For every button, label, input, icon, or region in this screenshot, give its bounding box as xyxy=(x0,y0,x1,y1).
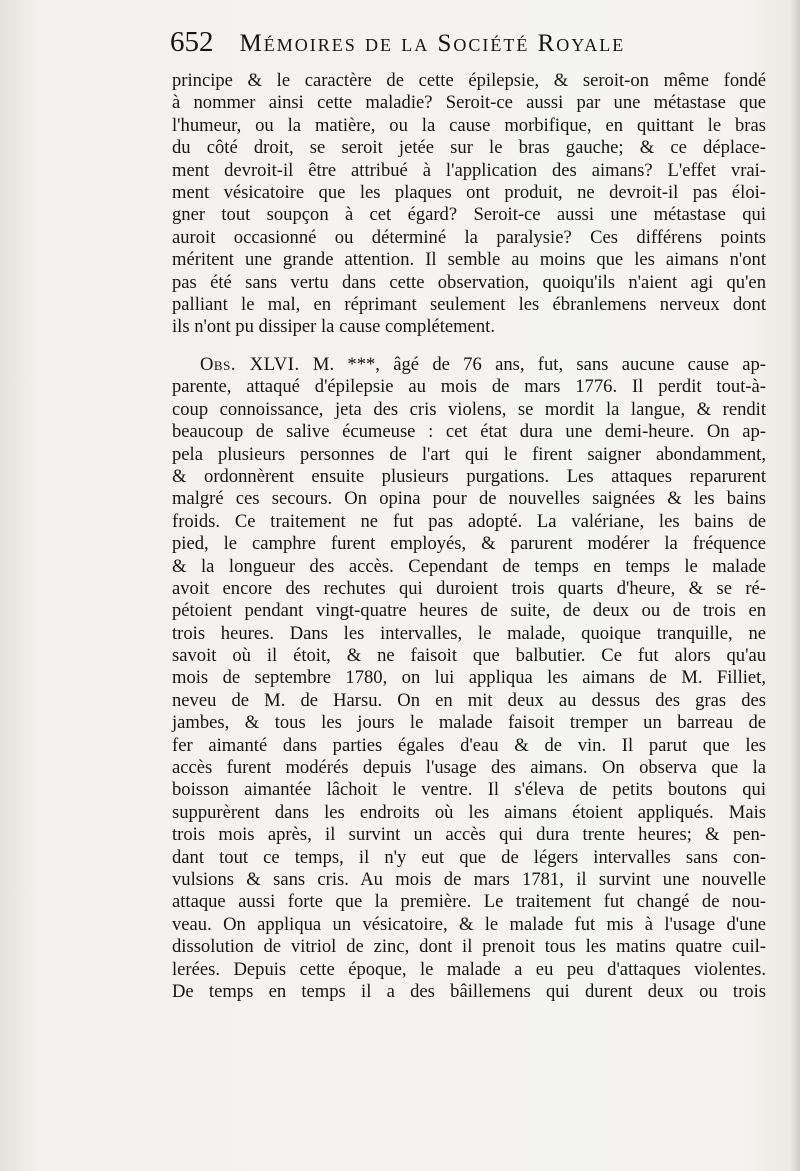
text-line: avoit encore des rechutes qui duroient trois quarts d'heure, & se ré- xyxy=(172,577,766,599)
text-line: auroit occasionné ou déterminé la paralysie? Ces différens points xyxy=(172,226,766,248)
page-number: 652 xyxy=(170,26,214,58)
text-line: boisson aimantée lâchoit le ventre. Il s'éleva de petits boutons qui xyxy=(172,779,766,801)
paragraph-continued xyxy=(172,70,766,339)
text-line: accès furent modérés depuis l'usage des aimans. On observa que la xyxy=(172,757,766,779)
text-line: suppurèrent dans les endroits où les aimans étoient appliqués. Mais xyxy=(172,801,766,823)
text-line: coup connoissance, jeta des cris violens, se mordit la langue, & rendit xyxy=(172,398,766,420)
text-line: pied, le camphre furent employés, & parurent modérer la fréquence xyxy=(172,533,766,555)
text-line: à nommer ainsi cette maladie? Seroit-ce aussi par une métastase que xyxy=(172,92,766,114)
observation-first-line-text: M. ***, âgé de 76 ans, fut, sans aucune cause ap- xyxy=(312,354,766,375)
running-head: Mémoires de la Société Royale xyxy=(239,30,626,57)
text-line: pela plusieurs personnes de l'art qui le firent saigner abondamment, xyxy=(172,443,766,465)
text-line: parente, attaqué d'épilepsie au mois de mars 1776. Il perdit tout-à- xyxy=(172,376,766,398)
text-line: dant tout ce temps, il n'y eut que de légers intervalles sans con- xyxy=(172,846,766,868)
text-line: jambes, & tous les jours le malade faisoit tremper un barreau de xyxy=(172,712,766,734)
text-line: méritent une grande attention. Il semble au moins que les aimans n'ont xyxy=(172,249,766,271)
text-line: principe & le caractère de cette épilepsie, & seroit-on même fondé xyxy=(172,70,766,91)
text-line: neveu de M. de Harsu. On en mit deux au dessus des gras des xyxy=(172,689,766,711)
text-line: & ordonnèrent ensuite plusieurs purgations. Les attaques reparurent xyxy=(172,465,766,487)
text-line: veau. On appliqua un vésicatoire, & le malade fut mis à l'usage d'une xyxy=(172,913,766,935)
text-line: ils n'ont pu dissiper la cause complétement. xyxy=(172,316,495,338)
text-line: palliant le mal, en réprimant seulement les ébranlemens nerveux dont xyxy=(172,293,766,315)
text-line: gner tout soupçon à cet égard? Seroit-ce aussi une métastase qui xyxy=(172,204,766,226)
observation-46 xyxy=(172,354,766,1003)
text-line: beaucoup de salive écumeuse : cet état dura une demi-heure. On ap- xyxy=(172,421,766,443)
text-line: malgré ces secours. On opina pour de nouvelles saignées & les bains xyxy=(172,488,766,510)
text-line: attaque aussi forte que la première. Le traitement fut changé de nou- xyxy=(172,891,766,913)
text-line: ment vésicatoire que les plaques ont produit, ne devroit-il pas éloi- xyxy=(172,181,766,203)
text-line: pétoient pendant vingt-quatre heures de suite, de deux ou de trois en xyxy=(172,600,766,622)
text-line: pas été sans vertu dans cette observation, quoiqu'ils n'aient agi qu'en xyxy=(172,271,766,293)
text-line: trois heures. Dans les intervalles, le malade, quoique tranquille, ne xyxy=(172,622,766,644)
observation-first-line xyxy=(172,354,766,376)
text-line: du côté droit, se seroit jetée sur le bras gauche; & ce déplace- xyxy=(172,137,766,159)
text-line: ment devroit-il être attribué à l'application des aimans? L'effet vrai- xyxy=(172,159,766,181)
page-edge-shadow xyxy=(790,0,800,1171)
text-line: savoit où il étoit, & ne faisoit que balbutier. Ce fut alors qu'au xyxy=(172,645,766,667)
text-line: lerées. Depuis cette époque, le malade a eu peu d'attaques violentes. xyxy=(172,958,766,980)
page-header xyxy=(170,26,770,66)
text-line: froids. Ce traitement ne fut pas adopté. La valériane, les bains de xyxy=(172,510,766,532)
text-line: mois de septembre 1780, on lui appliqua les aimans de M. Filliet, xyxy=(172,667,766,689)
text-line: l'humeur, ou la matière, ou la cause morbifique, en quittant le bras xyxy=(172,114,766,136)
text-line: De temps en temps il a des bâillemens qui durent deux ou trois xyxy=(172,980,766,1002)
text-line: trois mois après, il survint un accès qui dura trente heures; & pen- xyxy=(172,824,766,846)
text-line: dissolution de vitriol de zinc, dont il prenoit tous les matins quatre cuil- xyxy=(172,936,766,958)
observation-heading: Obs. XLVI. xyxy=(200,354,300,375)
text-line: & la longueur des accès. Cependant de temps en temps le malade xyxy=(172,555,766,577)
text-line: fer aimanté dans parties égales d'eau & de vin. Il parut que les xyxy=(172,734,766,756)
text-line: vulsions & sans cris. Au mois de mars 1781, il survint une nouvelle xyxy=(172,868,766,890)
